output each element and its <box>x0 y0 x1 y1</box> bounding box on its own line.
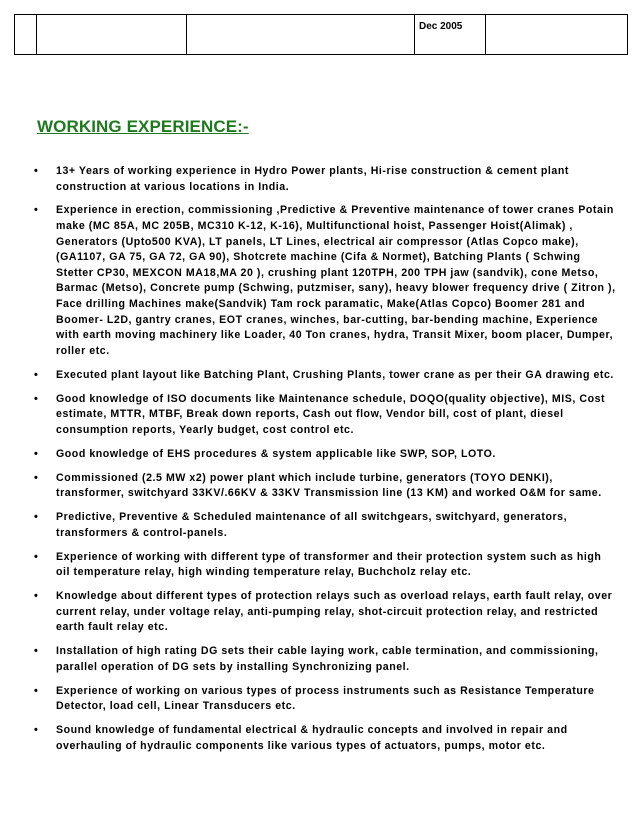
bullet-icon <box>34 550 38 566</box>
experience-text: Good knowledge of EHS procedures & system applicable like SWP, SOP, LOTO. <box>56 447 496 460</box>
experience-item <box>0 368 638 384</box>
bullet-icon <box>34 368 38 384</box>
experience-item <box>0 550 638 581</box>
header-cell-3 <box>187 15 415 55</box>
experience-text: Good knowledge of ISO documents like Maintenance schedule, DOQO(quality objective), MIS, Cost estimate, MTTR, MTBF, Break down reports, Cash out flow, Vendor bill, cost of plant, diesel consumption reports, Yearly budget, cost control etc. <box>56 392 606 436</box>
experience-text: Predictive, Preventive & Scheduled maintenance of all switchgears, switchyard, generators, transformers & control-panels. <box>56 511 568 539</box>
experience-text: Experience of working with different type of transformer and their protection system such as high oil temperature relay, high winding temperature relay, Buchcholz relay etc. <box>56 550 602 579</box>
bullet-icon <box>34 471 38 487</box>
experience-item <box>0 723 638 754</box>
experience-item <box>0 510 638 541</box>
bullet-icon <box>34 447 38 463</box>
experience-text: Sound knowledge of fundamental electrical & hydraulic concepts and involved in repair and overhauling of hydraulic components like various types of actuators, pumps, motor etc. <box>56 724 568 752</box>
experience-text: Knowledge about different types of protection relays such as overload relays, earth fault relay, over current relay, under voltage relay, anti-pumping relay, shot-circuit protection relay, and restricted earth fault relay etc. <box>56 590 613 634</box>
bullet-icon <box>34 644 38 660</box>
experience-item <box>0 164 638 195</box>
bullet-icon <box>34 392 38 408</box>
bullet-icon <box>34 684 38 700</box>
experience-text: 13+ Years of working experience in Hydro Power plants, Hi-rise construction & cement plant construction at various locations in India. <box>56 165 569 193</box>
experience-text: Commissioned (2.5 MW x2) power plant which include turbine, generators (TOYO DENKI), transformer, switchyard 33KV/.66KV & 33KV Transmission line (13 KM) and worked O&M for same. <box>56 471 602 500</box>
date-text: Dec 2005 <box>419 21 463 32</box>
experience-item <box>0 644 638 675</box>
experience-text: Executed plant layout like Batching Plant, Crushing Plants, tower crane as per their GA drawing etc. <box>56 368 614 381</box>
bullet-icon <box>34 723 38 739</box>
experience-item <box>0 684 638 715</box>
header-cell-5 <box>486 15 628 55</box>
bullet-icon <box>34 164 38 180</box>
experience-list <box>0 164 638 763</box>
experience-item <box>0 589 638 636</box>
experience-item <box>0 392 638 439</box>
experience-text: Installation of high rating DG sets their cable laying work, cable termination, and commissioning, parallel operation of DG sets by installing Synchronizing panel. <box>56 645 599 673</box>
header-table <box>14 14 628 55</box>
bullet-icon <box>34 203 38 219</box>
section-title: WORKING EXPERIENCE:- <box>37 117 249 136</box>
header-cell-2 <box>37 15 187 55</box>
experience-item <box>0 447 638 463</box>
experience-text: Experience in erection, commissioning ,Predictive & Preventive maintenance of tower cranes Potain make (MC 85A, MC 205B, MC310 K-12, K-16), Multifunctional hoist, Passenger Hoist(Alimak) , Generators (Upto500 KVA), LT panels, LT Lines, electrical air compressor (Atlas Copco make), (GA1107, GA 75, GA 72, GA 90), Shotcrete machine (Cifa & Normet), Batching Plants ( Schwing Stetter CP30, MEXCON MA18,MA 20 ), crushing plant 120TPH, 200 TPH jaw (sandvik), cone Metso, Barmac (Metso), Concrete pump (Schwing, putzmiser, sany), heavy blower frequency drive ( Zitron ), Face drilling Machines make(Sandvik) Tam rock paramatic, Make(Atlas Copco) Boomer 281 and Boomer- L2D, gantry cranes, EOT cranes, winches, bar-cutting, bar-bending machine, Experience with earth moving machinery like Loader, 40 Ton cranes, hydra, Transit Mixer, boom placer, Dumper, roller etc. <box>56 204 616 357</box>
experience-text: Experience of working on various types of process instruments such as Resistance Temperature Detector, load cell, Linear Transducers etc. <box>56 684 595 713</box>
experience-item <box>0 203 638 359</box>
header-cell-1 <box>15 15 37 55</box>
experience-item <box>0 471 638 502</box>
date-cell <box>415 15 486 55</box>
bullet-icon <box>34 589 38 605</box>
bullet-icon <box>34 510 38 526</box>
